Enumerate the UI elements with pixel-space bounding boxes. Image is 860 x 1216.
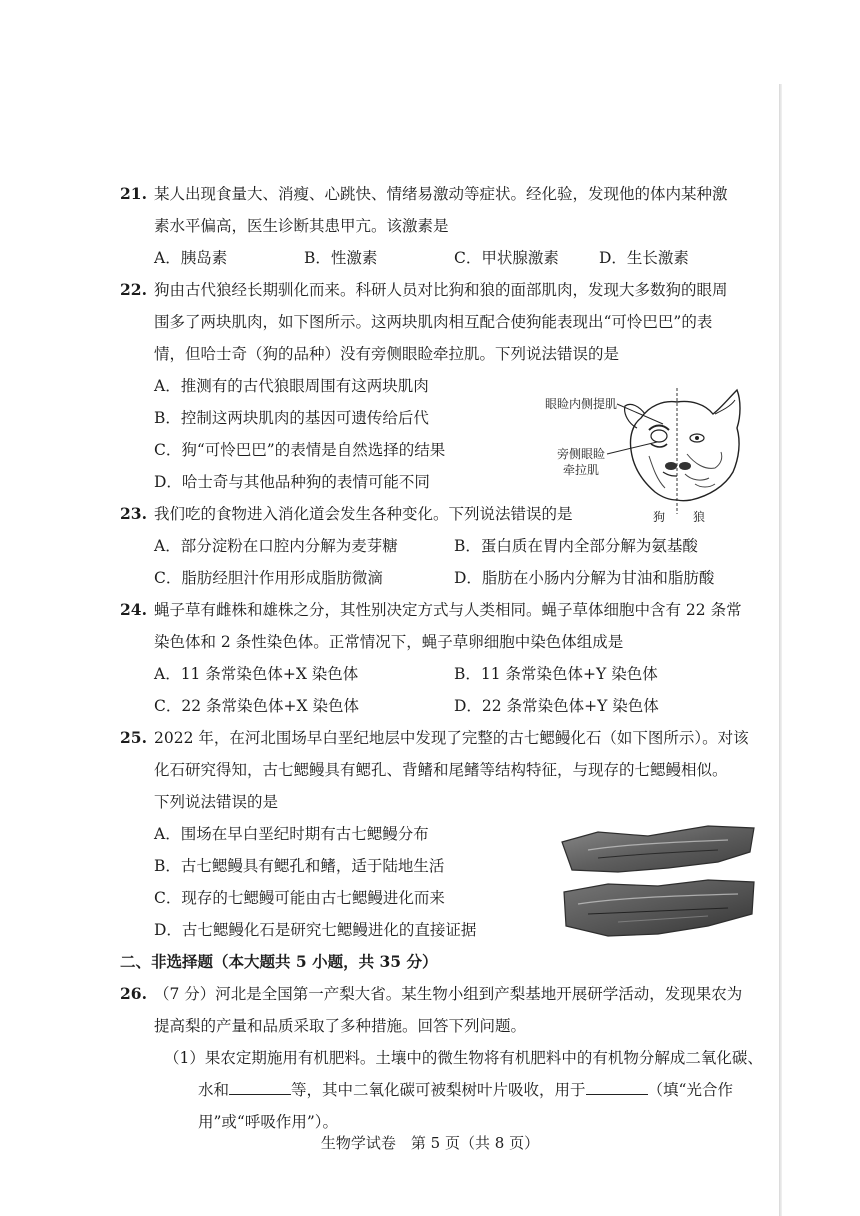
sub-text: （填“光合作 <box>647 1081 733 1099</box>
question-21 <box>120 178 760 274</box>
option-b: B．11 条常染色体+Y 染色体 <box>454 665 658 683</box>
question-number: 26. <box>120 984 147 1003</box>
question-stem: 情，但哈士奇（狗的品种）没有旁侧眼睑牵拉肌。下列说法错误的是 <box>154 345 620 363</box>
options-row-1 <box>120 530 760 562</box>
page-edge-shadow <box>779 84 782 1216</box>
label-lateral-muscle-1: 旁侧眼睑 <box>557 447 606 461</box>
question-26 <box>120 978 763 1138</box>
option-b: B．控制这两块肌肉的基因可遗传给后代 <box>154 409 429 427</box>
option-c: C．现存的七鳃鳗可能由古七鳃鳗进化而来 <box>154 889 445 907</box>
lamprey-fossil-photo <box>558 822 758 942</box>
option-a: A．胰岛素 <box>154 249 228 267</box>
label-lateral-muscle-2: 牵拉肌 <box>563 463 600 477</box>
answer-blank-2[interactable] <box>586 1076 648 1095</box>
question-number: 23. <box>120 504 147 523</box>
options-row-2 <box>120 690 760 722</box>
option-a: A．11 条常染色体+X 染色体 <box>154 665 359 683</box>
question-stem: 围多了两块肌肉，如下图所示。这两块肌肉相互配合使狗能表现出“可怜巴巴”的表 <box>154 313 713 331</box>
section-heading: 二、非选择题（本大题共 5 小题，共 35 分） <box>120 952 438 971</box>
options <box>120 242 760 274</box>
question-stem: 我们吃的食物进入消化道会发生各种变化。下列说法错误的是 <box>154 505 573 523</box>
question-stem: 下列说法错误的是 <box>154 793 279 811</box>
dog-wolf-face-figure <box>545 384 770 524</box>
question-25 <box>120 722 760 946</box>
question-stem: 提高梨的产量和品质采取了多种措施。回答下列问题。 <box>154 1017 527 1035</box>
option-c: C．22 条常染色体+X 染色体 <box>154 697 359 715</box>
question-number: 25. <box>120 728 147 747</box>
sub-question-1-blanks <box>120 1074 760 1106</box>
question-stem: （7 分）河北是全国第一产梨大省。某生物小组到产梨基地开展研学活动，发现果农为 <box>154 985 743 1003</box>
question-number: 22. <box>120 280 147 299</box>
question-24 <box>120 594 760 722</box>
question-stem: 染色体和 2 条性染色体。正常情况下，蝇子草卵细胞中染色体组成是 <box>154 633 624 651</box>
option-d: D．古七鳃鳗化石是研究七鳃鳗进化的直接证据 <box>154 921 477 939</box>
exam-content <box>120 178 763 1138</box>
option-d: D．生长激素 <box>599 249 689 267</box>
option-b: B．蛋白质在胃内全部分解为氨基酸 <box>454 537 698 555</box>
option-c: C．脂肪经胆汁作用形成脂肪微滴 <box>154 569 383 587</box>
options-row-1 <box>120 658 760 690</box>
option-c: C．甲状腺激素 <box>454 249 559 267</box>
option-b: B．性激素 <box>304 249 378 267</box>
question-stem: 2022 年，在河北围场早白垩纪地层中发现了完整的古七鳃鳗化石（如下图所示）。对该 <box>154 729 749 747</box>
option-d: D．脂肪在小肠内分解为甘油和脂肪酸 <box>454 569 715 587</box>
sub-text: 水和 <box>198 1081 230 1099</box>
label-wolf: 狼 <box>693 510 706 524</box>
option-c: C．狗“可怜巴巴”的表情是自然选择的结果 <box>154 441 446 459</box>
sub-question-1: （1）果农定期施用有机肥料。土壤中的微生物将有机肥料中的有机物分解成二氧化碳、 <box>164 1049 763 1067</box>
option-d: D．哈士奇与其他品种狗的表情可能不同 <box>154 473 430 491</box>
label-dog: 狗 <box>653 510 666 524</box>
option-d: D．22 条常染色体+Y 染色体 <box>454 697 659 715</box>
option-b: B．古七鳃鳗具有鳃孔和鳍，适于陆地生活 <box>154 857 445 875</box>
question-stem: 某人出现食量大、消瘦、心跳快、情绪易激动等症状。经化验，发现他的体内某种激 <box>154 185 728 203</box>
question-number: 21. <box>120 184 147 203</box>
option-a: A．围场在早白垩纪时期有古七鳃鳗分布 <box>154 825 429 843</box>
question-stem: 蝇子草有雌株和雄株之分，其性别决定方式与人类相同。蝇子草体细胞中含有 22 条常 <box>154 601 742 619</box>
option-a: A．推测有的古代狼眼周围有这两块肌肉 <box>154 377 429 395</box>
question-stem: 素水平偏高，医生诊断其患甲亢。该激素是 <box>154 217 449 235</box>
question-stem: 狗由古代狼经长期驯化而来。科研人员对比狗和狼的面部肌肉，发现大多数狗的眼周 <box>154 281 728 299</box>
sub-question-1-cont: 用”或“呼吸作用”）。 <box>198 1113 339 1131</box>
sub-text: 等，其中二氧化碳可被梨树叶片吸收，用于 <box>291 1081 586 1099</box>
answer-blank-1[interactable] <box>229 1076 291 1095</box>
question-number: 24. <box>120 600 147 619</box>
question-stem: 化石研究得知，古七鳃鳗具有鳃孔、背鳍和尾鳍等结构特征，与现存的七鳃鳗相似。 <box>154 761 728 779</box>
options-row-2 <box>120 562 760 594</box>
page-footer: 生物学试卷 第 5 页（共 8 页） <box>320 1134 540 1152</box>
option-a: A．部分淀粉在口腔内分解为麦芽糖 <box>154 537 398 555</box>
label-medial-eyelid-muscle: 眼睑内侧提肌 <box>545 397 618 411</box>
